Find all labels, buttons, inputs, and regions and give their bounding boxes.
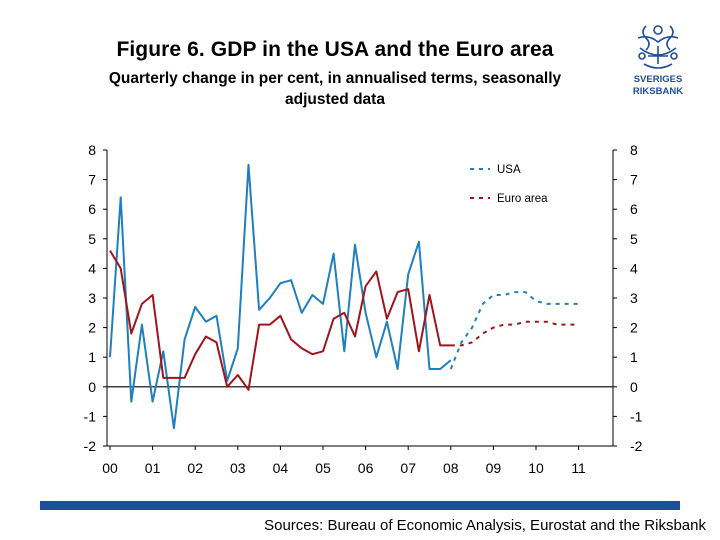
- series-forecast-line-usa: [451, 292, 579, 369]
- x-tick-label: 02: [187, 460, 203, 476]
- y-tick-label-right: 8: [630, 142, 638, 158]
- y-tick-label-left: 5: [88, 230, 96, 247]
- logo-text-line-2: RIKSBANK: [632, 86, 684, 97]
- sources-text: Sources: Bureau of Economic Analysis, Eurostat and the Riksbank: [264, 517, 706, 534]
- y-tick-label-left: 6: [88, 201, 96, 218]
- x-tick-label: 07: [400, 460, 416, 476]
- footer-bar: [40, 501, 680, 510]
- y-tick-label-left: 3: [88, 290, 96, 306]
- x-tick-label: 03: [230, 460, 246, 476]
- y-tick-label-left: 7: [88, 171, 96, 188]
- chart-title: Figure 6. GDP in the USA and the Euro area: [116, 38, 554, 61]
- x-tick-label: 00: [102, 460, 118, 476]
- y-tick-label-right: 3: [630, 290, 638, 306]
- y-tick-label-left: 0: [88, 378, 96, 395]
- series-line-usa: [110, 165, 451, 428]
- y-tick-label-right: 2: [630, 319, 638, 336]
- x-tick-label: 09: [485, 460, 502, 476]
- y-tick-label-right: 5: [630, 230, 638, 247]
- y-tick-label-left: -2: [83, 438, 96, 454]
- x-tick-label: 10: [528, 460, 544, 476]
- legend-label-usa: USA: [497, 164, 521, 176]
- x-tick-label: 05: [315, 460, 331, 476]
- y-tick-label-left: -1: [83, 408, 96, 425]
- y-tick-label-right: -1: [630, 408, 643, 425]
- y-tick-label-left: 8: [88, 142, 96, 158]
- y-tick-label-right: 0: [630, 378, 638, 395]
- y-tick-label-left: 4: [88, 260, 96, 277]
- y-tick-label-right: 6: [630, 201, 638, 218]
- series-forecast-line-euro: [451, 322, 579, 346]
- logo-text-line-1: SVERIGES: [633, 74, 683, 85]
- x-tick-label: 01: [144, 460, 161, 476]
- y-tick-label-left: 2: [88, 319, 96, 336]
- y-tick-label-right: 4: [630, 260, 638, 277]
- y-tick-label-right: 7: [630, 171, 638, 188]
- y-tick-label-right: -2: [630, 438, 643, 454]
- y-tick-label-left: 1: [88, 349, 96, 366]
- subtitle-line-1: Quarterly change in per cent, in annualised terms, seasonally: [108, 70, 562, 87]
- subtitle-line-2: adjusted data: [285, 91, 385, 108]
- x-tick-label: 11: [571, 460, 586, 476]
- series-line-euro: [110, 251, 451, 390]
- legend-label-euro: Euro area: [497, 193, 548, 205]
- x-tick-label: 08: [443, 460, 459, 476]
- x-tick-label: 06: [357, 460, 374, 476]
- x-tick-label: 04: [272, 460, 289, 476]
- y-tick-label-right: 1: [630, 349, 638, 366]
